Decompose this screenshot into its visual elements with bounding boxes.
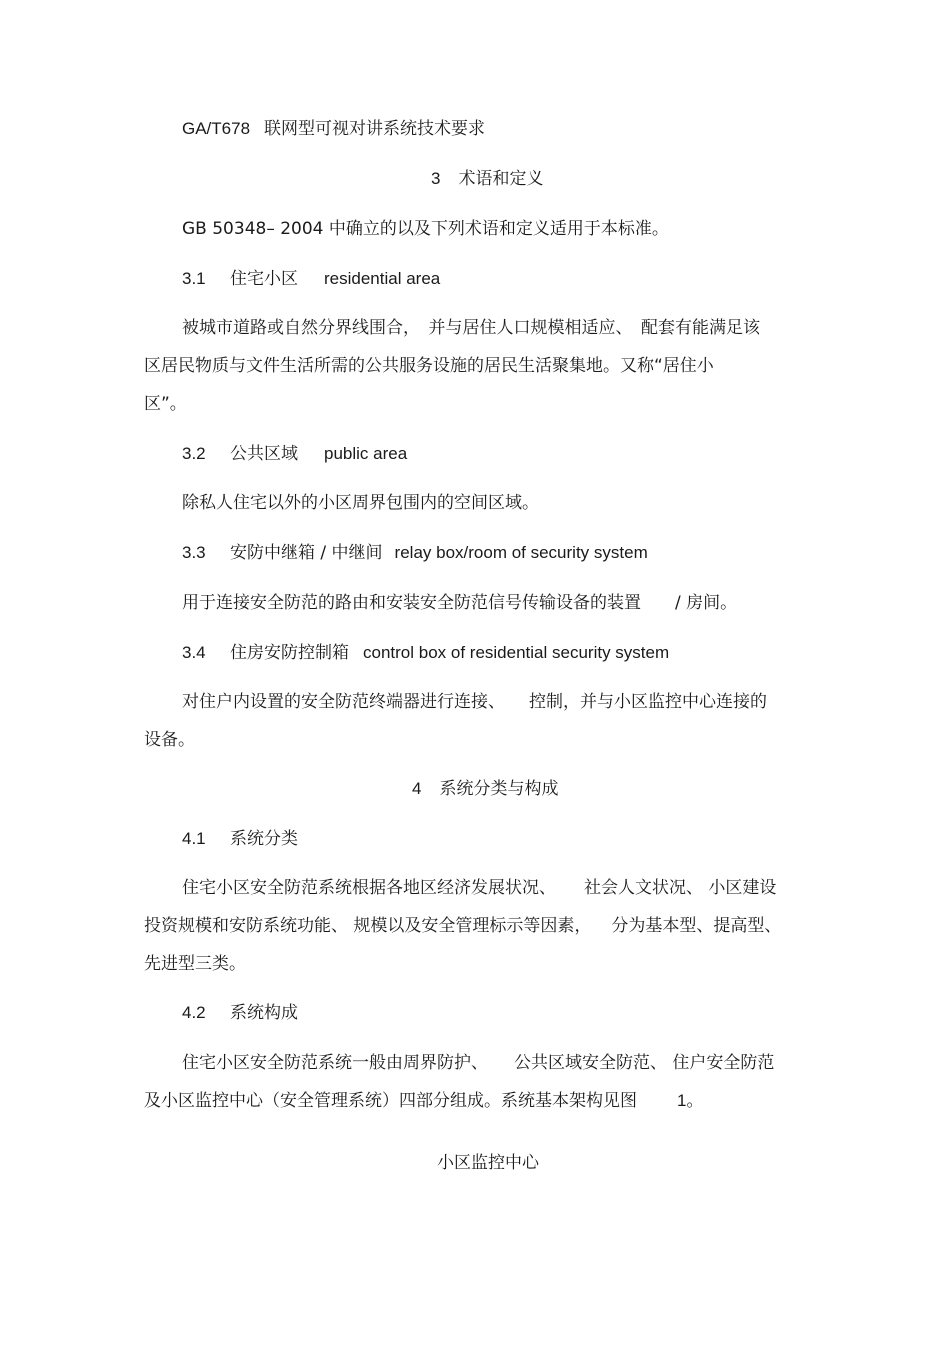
subsection-number: 4.2 [182,1003,206,1022]
reference-standard-line [182,118,485,140]
para-part: 住宅小区安全防范系统一般由周界防护、 [182,1053,488,1073]
term-3-4-def-part-2: 控制，并与小区监控中心连接的 [529,692,767,712]
term-number: 3.3 [182,543,206,562]
subsection-4-2-heading [182,1002,298,1024]
subsection-number: 4.1 [182,829,206,848]
section-3-heading [431,168,543,190]
term-3-3-def-part-2: / 房间。 [675,593,738,613]
para-part: 投资规模和安防系统功能、 规模以及安全管理标示等因素， [144,916,592,936]
section-4-heading [412,778,558,800]
term-en: public area [324,444,408,463]
subsection-4-2-line-2 [144,1090,703,1112]
term-number: 3.4 [182,643,206,662]
section-3-intro: GB 50348– 2004 中确立的以及下列术语和定义适用于本标准。 [182,219,669,239]
para-part: 及小区监控中心（安全管理系统）四部分组成。系统基本架构见图 [144,1091,637,1111]
subsection-4-1-line-1 [182,877,776,899]
term-3-3-def-part-1: 用于连接安全防范的路由和安装安全防范信号传输设备的装置 [182,593,641,613]
term-en: residential area [324,269,441,288]
term-3-4-def-line-2: 设备。 [144,730,195,750]
term-en: relay box/room of security system [394,543,648,562]
standard-title: 联网型可视对讲系统技术要求 [264,119,486,139]
term-3-3-heading [182,542,648,564]
subsection-4-1-line-3: 先进型三类。 [144,954,246,974]
term-zh: 住房安防控制箱 [230,643,349,663]
subsection-4-1-line-2 [144,915,781,937]
subsection-title: 系统构成 [230,1003,298,1023]
subsection-title: 系统分类 [230,829,298,849]
section-number: 3 [431,169,441,188]
term-3-1-def-line-3: 区”。 [144,394,187,414]
figure-label-monitoring-center: 小区监控中心 [437,1153,539,1173]
term-3-4-def-line-1 [182,691,767,713]
subsection-4-1-heading [182,828,298,850]
para-part: 社会人文状况、 小区建设 [584,878,777,898]
term-zh: 安防中继箱 / 中继间 [230,543,383,563]
term-3-3-def [182,592,737,614]
figure-ref: 1。 [677,1091,704,1110]
term-3-2-heading [182,443,407,465]
term-3-4-heading [182,642,669,664]
term-zh: 公共区域 [230,444,298,464]
term-3-1-def-line-2: 区居民物质与文件生活所需的公共服务设施的居民生活聚集地。又称“居住小 [144,356,714,376]
standard-code: GA/T678 [182,119,251,138]
term-number: 3.1 [182,269,206,288]
subsection-4-2-line-1 [182,1052,774,1074]
term-3-1-heading [182,268,440,290]
section-number: 4 [412,779,422,798]
section-title: 系统分类与构成 [439,779,559,799]
term-number: 3.2 [182,444,206,463]
para-part: 分为基本型、提高型、 [611,916,782,936]
section-title: 术语和定义 [458,169,544,189]
term-3-4-def-part-1: 对住户内设置的安全防范终端器进行连接、 [182,692,505,712]
para-part: 公共区域安全防范、 住户安全防范 [514,1053,775,1073]
term-3-1-def-line-1: 被城市道路或自然分界线围合， 并与居住人口规模相适应、 配套有能满足该 [182,318,760,338]
term-en: control box of residential security system [363,643,670,662]
term-zh: 住宅小区 [230,269,298,289]
para-part: 住宅小区安全防范系统根据各地区经济发展状况、 [182,878,556,898]
term-3-2-def: 除私人住宅以外的小区周界包围内的空间区域。 [182,493,539,513]
